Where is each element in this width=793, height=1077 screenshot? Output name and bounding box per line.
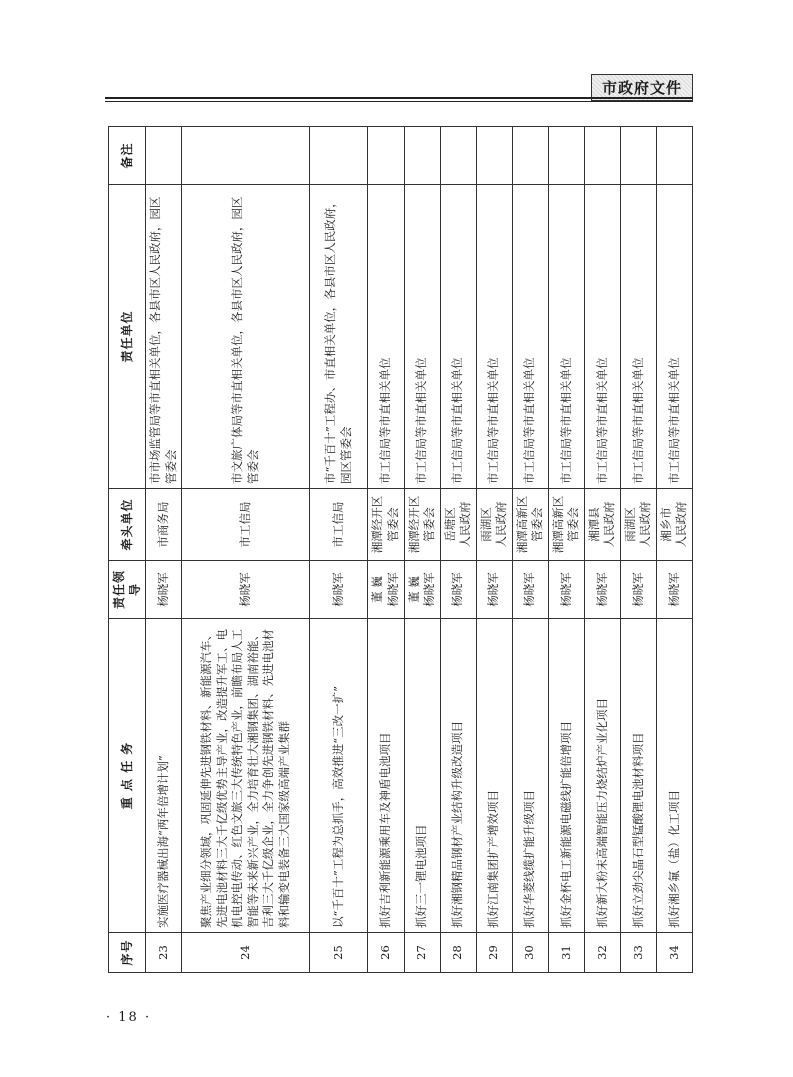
row-responsible: 市工信局等市直相关单位 — [656, 185, 692, 489]
row-number: 28 — [440, 933, 476, 973]
row-responsible: 市市场监管局等市直相关单位，各县市区人民政府，园区管委会 — [146, 185, 182, 489]
row-number: 23 — [146, 933, 182, 973]
row-leader: 董 巍 杨晓军 — [404, 561, 440, 619]
row-lead-unit: 雨湖区 人民政府 — [620, 489, 656, 561]
row-responsible: 市工信局等市直相关单位 — [620, 185, 656, 489]
row-number: 25 — [310, 933, 368, 973]
row-note — [620, 127, 656, 185]
row-task: 实施医疗器械出海“两年倍增计划” — [146, 619, 182, 933]
table-row — [512, 127, 548, 973]
table-row — [584, 127, 620, 973]
row-number: 26 — [368, 933, 404, 973]
table-row — [182, 127, 310, 973]
table-row — [404, 127, 440, 973]
row-lead-unit: 湘潭高新区 管委会 — [548, 489, 584, 561]
row-note — [584, 127, 620, 185]
row-leader: 杨晓军 — [146, 561, 182, 619]
row-responsible: 市工信局等市直相关单位 — [404, 185, 440, 489]
row-responsible: 市工信局等市直相关单位 — [512, 185, 548, 489]
row-number: 33 — [620, 933, 656, 973]
row-responsible: 市“千百十”工程办、市直相关单位，各县市区人民政府，园区管委会 — [310, 185, 368, 489]
row-responsible: 市工信局等市直相关单位 — [548, 185, 584, 489]
table-row — [476, 127, 512, 973]
row-number: 29 — [476, 933, 512, 973]
table-row — [656, 127, 692, 973]
table-row — [620, 127, 656, 973]
row-task: 聚焦产业细分领域，巩固延伸先进钢铁材料、新能源汽车、先进电池材料三大千亿级优势主导产业，改造提升军工、电机电控电传动、红色文旅三大传统特色产业，前瞻布局人工智能等未来新兴产业，全力培育壮大湘钢集团、湖南裕能、吉利三大千亿级企业，全力争创先进钢铁材料、先进电池材料和输变电装备三大国家级高端产业集群 — [182, 619, 310, 933]
page-number: · 18 · — [106, 1010, 152, 1025]
row-leader: 董 巍 杨晓军 — [368, 561, 404, 619]
table-header-row — [109, 127, 146, 973]
header-lead-unit: 牵头单位 — [109, 489, 146, 561]
row-number: 27 — [404, 933, 440, 973]
header-title: 市政府文件 — [591, 74, 693, 101]
task-table — [108, 126, 693, 973]
row-lead-unit: 湘潭经开区 管委会 — [404, 489, 440, 561]
header-leader: 责任领导 — [109, 561, 146, 619]
row-note — [476, 127, 512, 185]
row-note — [512, 127, 548, 185]
row-number: 34 — [656, 933, 692, 973]
row-lead-unit: 市工信局 — [182, 489, 310, 561]
row-leader: 杨晓军 — [548, 561, 584, 619]
row-task: 抓好三一锂电池项目 — [404, 619, 440, 933]
table-row — [310, 127, 368, 973]
row-leader: 杨晓军 — [656, 561, 692, 619]
header-note: 备注 — [109, 127, 146, 185]
task-table-wrapper — [108, 127, 693, 973]
row-number: 24 — [182, 933, 310, 973]
row-leader: 杨晓军 — [512, 561, 548, 619]
row-task: 抓好新大粉末高端智能压力烧结炉产业化项目 — [584, 619, 620, 933]
row-number: 31 — [548, 933, 584, 973]
row-note — [182, 127, 310, 185]
header-responsible: 责任单位 — [109, 185, 146, 489]
row-note — [310, 127, 368, 185]
row-leader: 杨晓军 — [620, 561, 656, 619]
row-lead-unit: 岳塘区 人民政府 — [440, 489, 476, 561]
row-responsible: 市工信局等市直相关单位 — [476, 185, 512, 489]
row-note — [656, 127, 692, 185]
row-responsible: 市工信局等市直相关单位 — [584, 185, 620, 489]
row-lead-unit: 雨湖区 人民政府 — [476, 489, 512, 561]
row-leader: 杨晓军 — [584, 561, 620, 619]
row-note — [548, 127, 584, 185]
row-lead-unit: 市商务局 — [146, 489, 182, 561]
row-note — [368, 127, 404, 185]
row-task: 抓好华菱线缆扩能升级项目 — [512, 619, 548, 933]
table-body — [146, 127, 693, 973]
row-responsible: 市文旅广体局等市直相关单位，各县市区人民政府，园区管委会 — [182, 185, 310, 489]
row-number: 30 — [512, 933, 548, 973]
row-leader: 杨晓军 — [310, 561, 368, 619]
header-num: 序号 — [109, 933, 146, 973]
row-leader: 杨晓军 — [440, 561, 476, 619]
row-note — [440, 127, 476, 185]
row-responsible: 市工信局等市直相关单位 — [368, 185, 404, 489]
row-note — [404, 127, 440, 185]
header-task: 重 点 任 务 — [109, 619, 146, 933]
row-lead-unit: 湘潭高新区 管委会 — [512, 489, 548, 561]
row-task: 抓好金杯电工新能源电磁线扩能倍增项目 — [548, 619, 584, 933]
document-header — [105, 70, 693, 100]
row-leader: 杨晓军 — [182, 561, 310, 619]
row-lead-unit: 湘乡市 人民政府 — [656, 489, 692, 561]
row-leader: 杨晓军 — [476, 561, 512, 619]
row-task: 抓好湘钢精品钢材产业结构升级改造项目 — [440, 619, 476, 933]
row-task: 抓好立劲尖晶石型锰酸锂电池材料项目 — [620, 619, 656, 933]
row-task: 抓好湘乡氟（盐）化工项目 — [656, 619, 692, 933]
table-row — [146, 127, 182, 973]
row-responsible: 市工信局等市直相关单位 — [440, 185, 476, 489]
row-task: 以“千百十”工程为总抓手，高效推进“三改一扩” — [310, 619, 368, 933]
table-row — [548, 127, 584, 973]
header-rule — [105, 97, 693, 99]
row-number: 32 — [584, 933, 620, 973]
table-row — [440, 127, 476, 973]
header-rule-thin — [105, 101, 693, 102]
row-lead-unit: 湘潭县 人民政府 — [584, 489, 620, 561]
row-note — [146, 127, 182, 185]
row-lead-unit: 湘潭经开区 管委会 — [368, 489, 404, 561]
row-task: 抓好江南集团扩产增效项目 — [476, 619, 512, 933]
row-task: 抓好吉利新能源乘用车及神盾电池项目 — [368, 619, 404, 933]
row-lead-unit: 市工信局 — [310, 489, 368, 561]
task-table-rotated — [108, 127, 693, 973]
table-row — [368, 127, 404, 973]
